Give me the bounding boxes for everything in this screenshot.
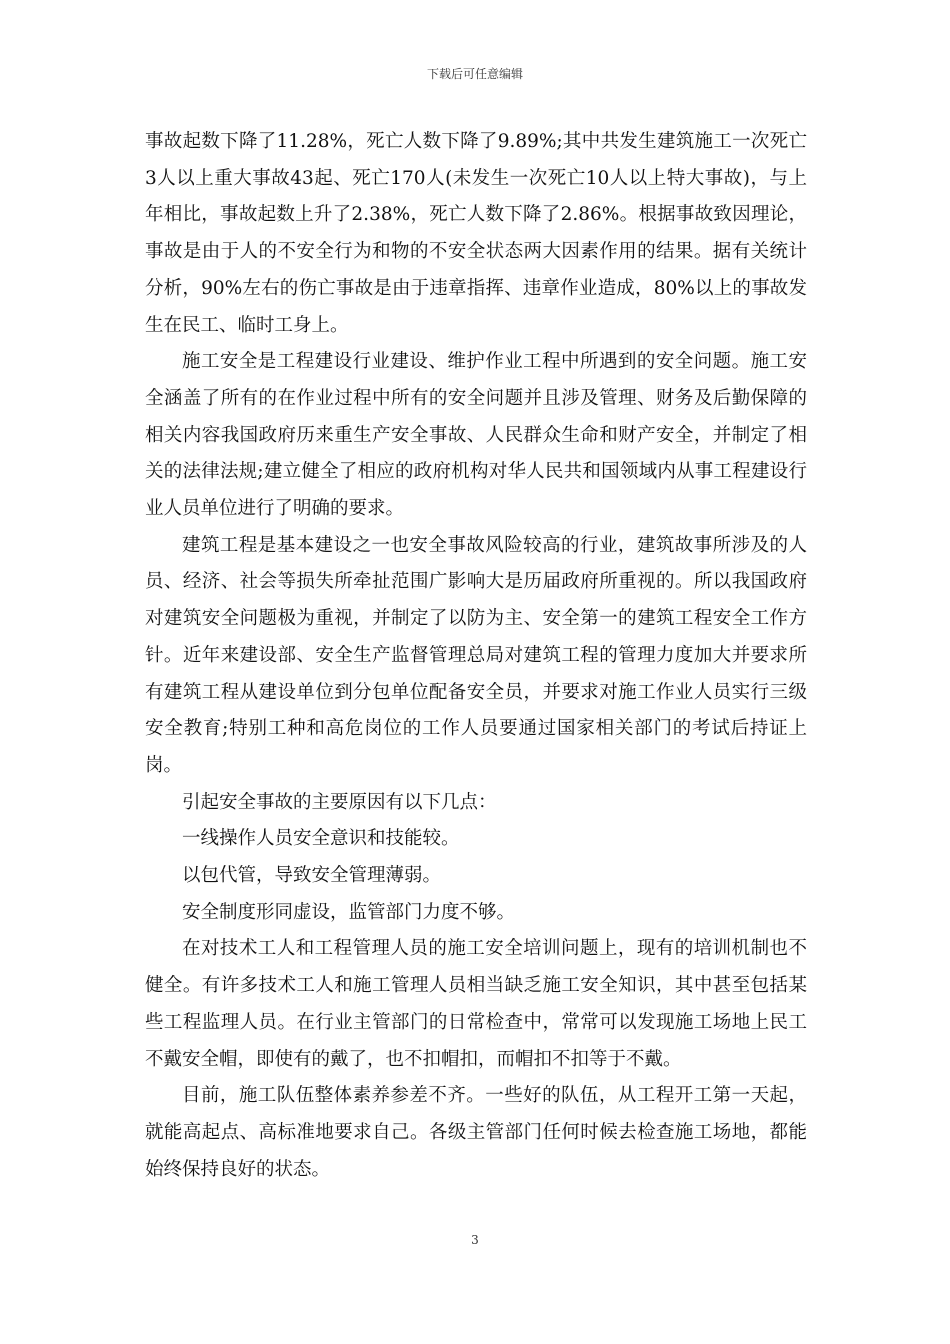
list-item-cause-3: 安全制度形同虚设，监管部门力度不够。	[182, 901, 516, 923]
document-body	[145, 124, 807, 1188]
paragraph-team-quality: 目前，施工队伍整体素养参差不齐。一些好的队伍，从工程开工第一天起，就能高起点、高标准地要求自己。各级主管部门任何时候去检查施工场地，都能始终保持良好的状态。	[145, 1085, 807, 1180]
list-item-cause-1: 一线操作人员安全意识和技能较。	[182, 828, 460, 850]
page-number: 3	[471, 1233, 479, 1247]
paragraph-construction-safety: 施工安全是工程建设行业建设、维护作业工程中所遇到的安全问题。施工安全涵盖了所有的在作业过程中所有的安全问题并且涉及管理、财务及后勤保障的相关内容我国政府历来重生产安全事故、人民群众生命和财产安全，并制定了相关的法律法规;建立健全了相应的政府机构对华人民共和国领域内从事工程建设行业人员单位进行了明确的要求。	[145, 351, 807, 520]
paragraph-accident-statistics: 事故起数下降了11.28%，死亡人数下降了9.89%;其中共发生建筑施工一次死亡3人以上重大事故43起、死亡170人(未发生一次死亡10人以上特大事故)，与上年相比，事故起数上升了2.38%，死亡人数下降了2.86%。根据事故致因理论，事故是由于人的不安全行为和物的不安全状态两大因素作用的结果。据有关统计分析，90%左右的伤亡事故是由于违章指挥、违章作业造成，80%以上的事故发生在民工、临时工身上。	[145, 131, 807, 336]
list-item-cause-2: 以包代管，导致安全管理薄弱。	[182, 865, 442, 887]
paragraph-causes-intro: 引起安全事故的主要原因有以下几点：	[182, 791, 497, 813]
paragraph-training: 在对技术工人和工程管理人员的施工安全培训问题上，现有的培训机制也不健全。有许多技术工人和施工管理人员相当缺乏施工安全知识，其中甚至包括某些工程监理人员。在行业主管部门的日常检查中，常常可以发现施工场地上民工不戴安全帽，即使有的戴了，也不扣帽扣，而帽扣不扣等于不戴。	[145, 938, 807, 1070]
page-header: 下载后可任意编辑	[426, 67, 523, 81]
paragraph-building-engineering: 建筑工程是基本建设之一也安全事故风险较高的行业，建筑故事所涉及的人员、经济、社会等损失所牵扯范围广影响大是历届政府所重视的。所以我国政府对建筑安全问题极为重视，并制定了以防为主、安全第一的建筑工程安全工作方针。近年来建设部、安全生产监督管理总局对建筑工程的管理力度加大并要求所有建筑工程从建设单位到分包单位配备安全员，并要求对施工作业人员实行三级安全教育;特别工种和高危岗位的工作人员要通过国家相关部门的考试后持证上岗。	[145, 534, 807, 776]
